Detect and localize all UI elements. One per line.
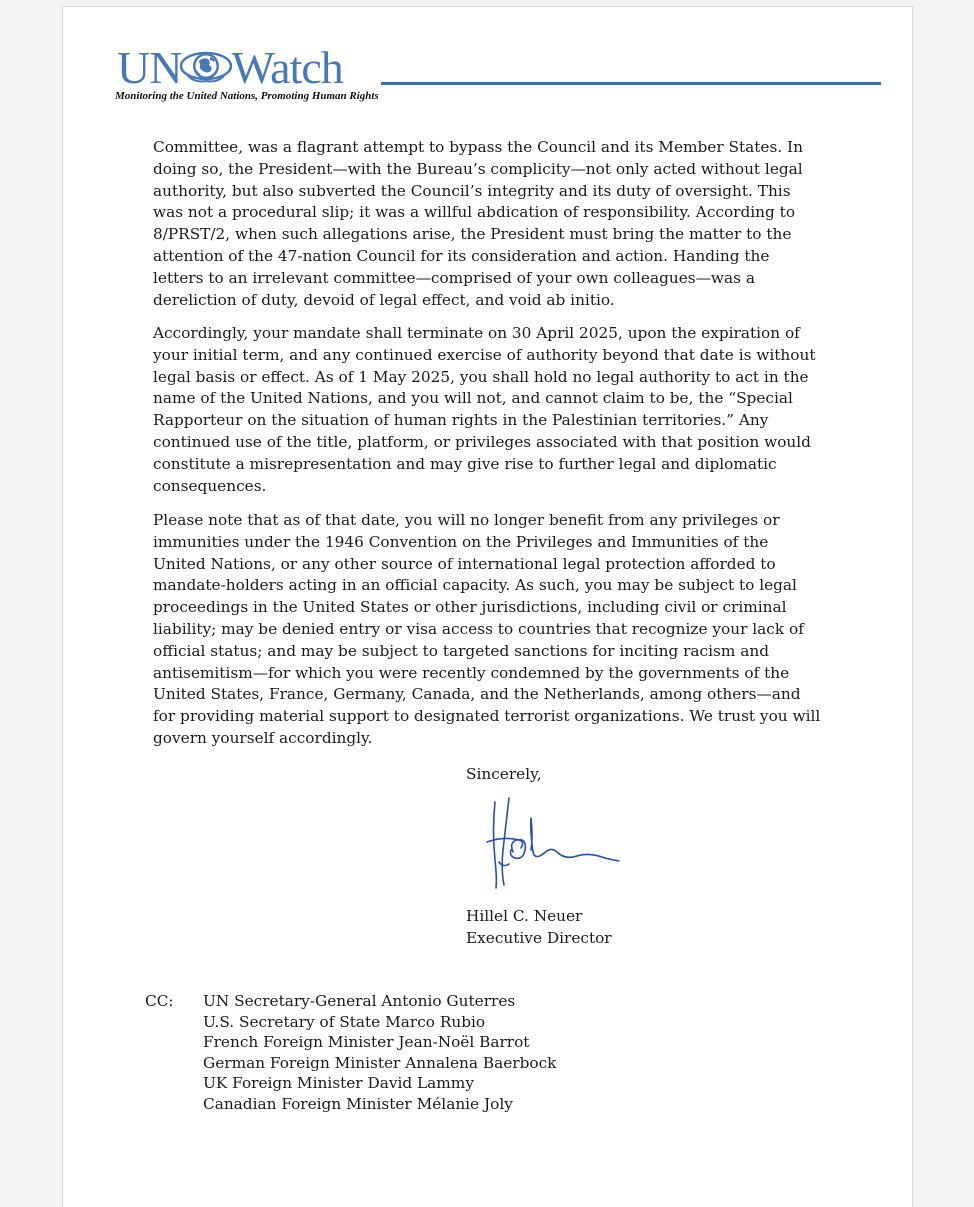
cc-list: [203, 991, 556, 1114]
header-rule: [381, 82, 881, 85]
logo-text-watch: Watch: [231, 42, 343, 93]
logo-text-un: UN: [117, 42, 182, 93]
globe-icon: [180, 43, 232, 89]
paragraph-3: Please note that as of that date, you will no longer benefit from any privileges or immunities under the 1946 Convention on the Privileges and Immunities of the United Nations, or any other source of international legal protection afforded to mandate-holders acting in an official capacity. As such, you may be subject to legal proceedings in the United States or other jurisdictions, including civil or criminal liability; may be denied entry or visa access to countries that recognize your lack of official status; and may be subject to targeted sanctions for inciting racism and antisemitism—for which you were recently condemned by the governments of the United States, France, Germany, Canada, and the Netherlands, among others—and for providing material support to designated terrorist organizations. We trust you will govern yourself accordingly.: [153, 511, 821, 747]
paragraph-1: Committee, was a flagrant attempt to bypass the Council and its Member States. In doing so, the President—with the Bureau’s complicity—not only acted without legal authority, but also subverted the Council’s integrity and its duty of oversight. This was not a procedural slip; it was a willful abdication of responsibility. According to 8/PRST/2, when such allegations arise, the President must bring the matter to the attention of the 47-nation Council for its consideration and action. Handing the letters to an irrelevant committee—comprised of your own colleagues—was a dereliction of duty, devoid of legal effect, and void ab initio.: [153, 138, 803, 309]
tagline: Monitoring the United Nations, Promoting Human Rights: [115, 90, 379, 102]
cc-recipient: UN Secretary-General Antonio Guterres: [203, 992, 516, 1010]
letter-page: [62, 6, 913, 1207]
signer-block: [466, 906, 612, 950]
un-watch-logo: [117, 41, 343, 91]
signature-image: [473, 790, 623, 895]
cc-recipient: French Foreign Minister Jean-Noël Barrot: [203, 1033, 530, 1051]
cc-label: CC:: [145, 992, 174, 1010]
signer-title: Executive Director: [466, 928, 612, 947]
cc-recipient: UK Foreign Minister David Lammy: [203, 1074, 474, 1092]
closing-salutation: Sincerely,: [466, 765, 542, 783]
cc-recipient: German Foreign Minister Annalena Baerbock: [203, 1053, 557, 1072]
cc-recipient: Canadian Foreign Minister Mélanie Joly: [203, 1094, 513, 1113]
signer-name: Hillel C. Neuer: [466, 907, 583, 925]
paragraph-2: Accordingly, your mandate shall terminate on 30 April 2025, upon the expiration of your initial term, and any continued exercise of authority beyond that date is without legal basis or effect. As of 1 May 2025, you shall hold no legal authority to act in the name of the United Nations, and you will not, and cannot claim to be, the “Special Rapporteur on the situation of human rights in the Palestinian territories.” Any continued use of the title, platform, or privileges associated with that position would constitute a misrepresentation and may give rise to further legal and diplomatic consequences.: [153, 324, 816, 495]
cc-recipient: U.S. Secretary of State Marco Rubio: [203, 1012, 486, 1031]
